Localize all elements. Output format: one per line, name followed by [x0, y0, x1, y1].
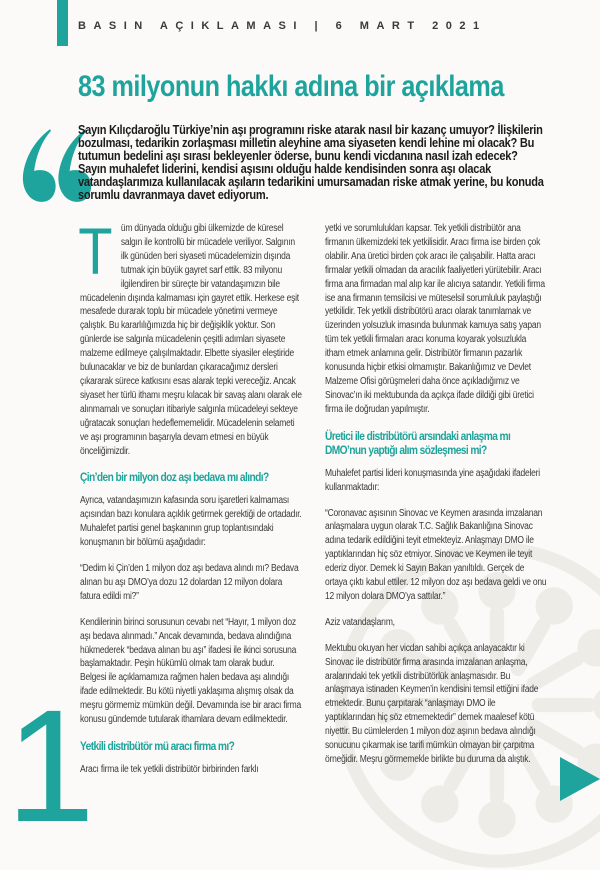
next-page-arrow-icon[interactable]	[560, 757, 600, 801]
body-paragraph: Ayrıca, vatandaşımızın kafasında soru işaretleri kalmaması açısından bazı konulara açıklık getirmek gerektiği de ortadadır. Muhalefet partisi genel başkanının grup toplantısındaki konuşmanın bir bölümü aşağıdadır:	[80, 495, 302, 549]
body-paragraph: Aracı firma ile tek yetkili distribütör birbirinden farklı	[80, 764, 259, 775]
body-paragraph	[78, 214, 302, 458]
left-column	[78, 214, 302, 789]
lead-quote	[78, 123, 544, 202]
right-column	[325, 222, 547, 779]
corner-accent-bar	[57, 0, 68, 46]
body-paragraph: yetki ve sorumlulukları kapsar. Tek yetkili distribütör ana firmanın ülkemizdeki tek yetkilisidir. Aracı firma ise birden çok olabilir. Ana üretici birden çok aracı ile çalışabilir. Hatta aracı firmalar yetkili olmadan da aracılık faaliyetleri yürütebilir. Aracı firma ana firmadan mal alıp kar ile alıcıya satandır. Yetkili firma ise ana firmanın temsilcisi ve müteselsil sorumluluk paylaştığı yetkilidir. Tek yetkili distribütörü aracı olarak tanımlamak ve üzerinden yolsuzluk imasında bulunmak kamuya satış yapan tüm tek yetkili firmaları aracı konuma koyarak yolsuzlukla itham etmek anlamına gelir. Distribütör firmanın pazarlık konusunda hiçbir etkisi olmamıştır. Bakanlığımız ve Devlet Malzeme Ofisi görüşmeleri daha önce açıkladığımız ve Sinovac’ın iki mektubunda da açıkça ifade dildiği gibi üretici firma ile doğrudan yapılmıştır.	[325, 223, 545, 415]
lead-quote-text: Sayın Kılıçdaroğlu Türkiye’nin aşı programını riske atarak nasıl bir kazanç umuyor? İlişkilerin bozulması, tedarikin zorlaşması milletin aleyhine ama siyaseten kendi lehine mi olacak? Bu tutumun bedelini aşı sırası bekleyenler öderse, bunu kendi vicdanına nasıl izah edecek? Sayın muhalefet liderini, kendisi aşısını olduğu halde kendisinden sonra aşı olacak vatandaşlarımıza kullanılacak aşıların tedarikini umursamadan riske atmak yerine, bu konuda sorumlu davranmaya davet ediyorum.	[78, 122, 544, 203]
body-paragraph: Mektubu okuyan her vicdan sahibi açıkça anlayacaktır ki Sinovac ile distribütör firma arasında imzalanan anlaşma, aralarındaki tek yetkili distribütörlük anlaşmasıdır. Bu anlaşmaya istinaden Keymen’in kendisini temsil ettiğini ifade etmektedir. Bunu çarpıtarak “anlaşmayı DMO ile yaptıklarından hiç söz etmemektedir” demek maalesef kötü niyettir. Bu cümlelerden 1 milyon doz aşının bedava alındığı sonucunu çıkarmak ise tarifi mümkün olmayan bir çarpıtma örneğidir. Meşru görmemekle birlikte bu duruma da alıştık.	[325, 642, 539, 765]
dropcap: T	[78, 214, 113, 288]
body-paragraph: Muhalefet partisi lideri konuşmasında yine aşağıdaki ifadeleri kullanmaktadır:	[325, 467, 540, 493]
page-title: 83 milyonun hakkı adına bir açıklama	[78, 70, 504, 103]
page-number: 1	[6, 676, 95, 855]
body-paragraph: “Dedim ki Çin’den 1 milyon doz aşı bedava alındı mı? Bedava alınan bu aşı DMO’ya dozu 12 dolardan 12 milyon dolara fatura edildi mi?”	[80, 563, 299, 602]
kicker: BASIN AÇIKLAMASI | 6 MART 2021	[78, 20, 487, 32]
section-heading: Üretici ile distribütörü arsındaki anlaşma mı DMO’nun yaptığı alım sözleşmesi mi?	[325, 428, 511, 457]
body-paragraph: “Coronavac aşısının Sinovac ve Keymen arasında imzalanan anlaşmalara uygun olarak T.C. Sağlık Bakanlığına Sinovac adına tedarik edildiğini teyit etmekteyiz. Anlaşmayı DMO ile yaptıklarından hiç söz etmiyor. Sinovac ve Keymen ile teyit ederiz diyor. Demek ki Sayın Bakan yanıltıldı. Gerçek de ortaya çıktı kabul ettiler. 12 milyon doz aşı bedava geldi ve onu 12 milyon dolara DMO’ya sattılar.”	[325, 507, 547, 602]
body-paragraph: Kendilerinin birinci sorusunun cevabı net “Hayır, 1 milyon doz aşı bedava alınmadı.” Ancak devamında, bedava alındığına hükmederek “bedava alınan bu aşı” ifadesi ile ikinci sorusuna başlamaktadır. Peşin hükümlü olmak tam olarak budur. Belgesi ile açıklamamıza rağmen halen bedava aşı alındığı ifade edilmektedir. Bu kötü niyetli yaklaşıma alışmış olsak da meşru görmemiz mümkün değil. Devamında ise bir aracı firma konusu gündemde tutularak ithamlara devam edilmektedir.	[80, 616, 301, 726]
body-text: üm dünyada olduğu gibi ülkemizde de küresel salgın ile kontrollü bir mücadele veriliyor. Salgının ilk günüden beri siyaseti mücadelemizin dışında tutmak için büyük gayret sarf ettik. 83 milyonu ilgilendiren bir süreçte bir vatandaşımızın bile mücadelenin dışında kalmaması için gayret ettik. Herkese eşit mesafede durarak toplu bir mücadele yönetimi vermeye çalıştık. Bu kararlılığımızda hiç bir değişiklik yoktur. Son günlerde ise salgınla mücadelenin çeşitli adımları siyasete malzeme edilmeye çalışılmaktadır. Elbette siyasiler eleştiride bulunacaklar ve biz de bunlardan çıkaracağımız dersleri çıkararak sürece katkısını esas alarak tepki vereceğiz. Ancak siyaset her türlü ithamı meşru kılacak bir savaş alanı olarak ele alınmamalı ve sonuçları itibariyle salgınla mücadeleyi sekteye uğratacak sonuçları hedeflememelidir. Mücadelenin selameti ve aşı programının başarıyla devam etmesi en büyük önceliğimizdir.	[80, 223, 302, 457]
section-heading: Çin’den bir milyon doz aşı bedava mı alındı?	[80, 470, 269, 485]
section-heading: Yetkili distribütör mü aracı firma mı?	[80, 739, 235, 753]
body-paragraph: Aziz vatandaşlarım,	[325, 616, 395, 628]
